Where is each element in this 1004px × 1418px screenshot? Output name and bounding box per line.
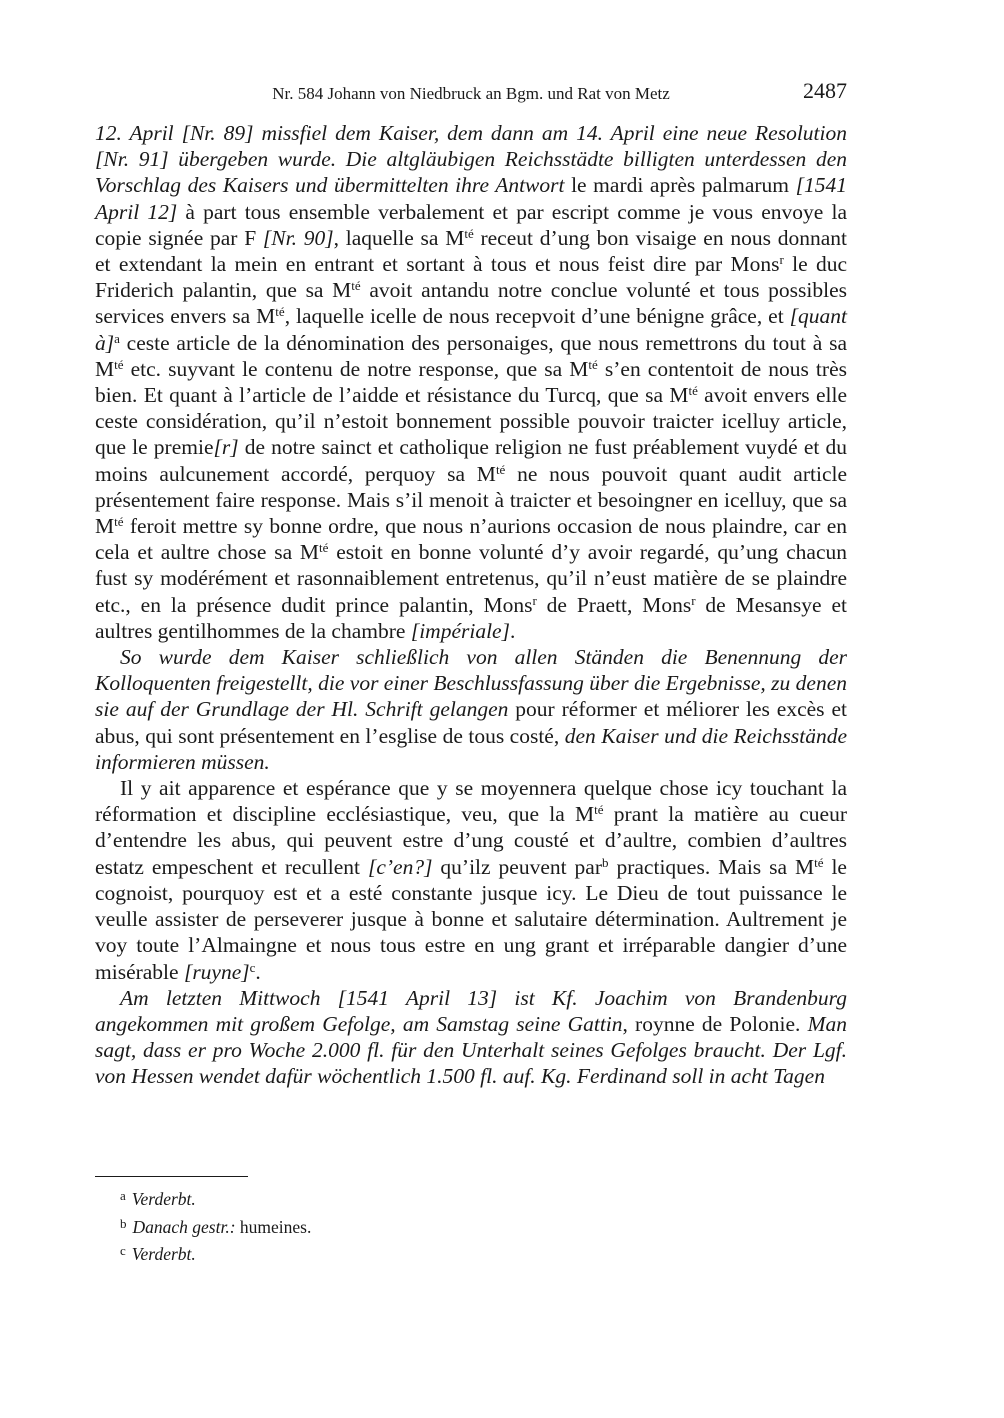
summary-text: Man sagt, dass er pro Woche 2.000 fl. für den Unterhalt seines Gefolges braucht. Der Lgf. von Hessen wendet dafür wöchentlich 1.500 fl. auf. Kg. Ferdinand soll in acht Tagen: [95, 1011, 847, 1089]
source-text: de notre sainct et catholique religion ne fust préablement vuydé et du moins aulcunement accordé, perquoy sa M: [95, 435, 847, 486]
footnote-b: [120, 1212, 820, 1240]
source-text: feroit mettre sy bonne ordre, que nous n’aurions occasion de nous plaindre, car en cela et aultre chose sa M: [95, 514, 847, 565]
superscript: r: [691, 592, 696, 608]
summary-text: 12. April [Nr. 89] missfiel dem Kaiser, dem dann am 14. April eine neue Resolution [Nr. 91] übergeben wurde. Die altgläubigen Reichsstädte billigten unterdessen den Vorschlag des Kaisers und übermittelten ihre Antwort: [95, 121, 847, 198]
editorial-insertion: [ruyne]: [183, 959, 250, 984]
running-title: Nr. 584 Johann von Niedbruck an Bgm. und Rat von Metz: [272, 84, 670, 103]
superscript: té: [464, 225, 474, 241]
superscript: té: [319, 540, 329, 556]
footnote-italic: Verderbt.: [131, 1244, 196, 1264]
superscript: té: [688, 383, 698, 399]
editorial-insertion: [r]: [213, 435, 239, 460]
superscript: té: [351, 278, 361, 294]
superscript: té: [275, 304, 285, 320]
paragraph-1: [95, 120, 847, 644]
footnote-ref-c[interactable]: c: [249, 959, 256, 975]
source-text: le mardi après palmarum: [564, 173, 796, 198]
source-text: etc. suyvant le contenu de notre response, que sa M: [123, 356, 589, 381]
paragraph-4: [95, 985, 847, 1090]
source-text: de Mesansye et aultres gentilhommes de la chambre: [95, 592, 847, 643]
source-text: pour réformer et méliorer les excès et abus, qui sont présentement en l’esglise de tous costé,: [95, 697, 847, 748]
page-header: [95, 78, 847, 108]
source-text: avoit antandu notre conclue volunté et tous possibles services envers sa M: [95, 278, 848, 329]
footnote-italic: Verderbt.: [131, 1189, 196, 1209]
paragraph-3: [95, 775, 847, 985]
page-number: 2487: [803, 78, 847, 103]
source-text: Il y ait apparence et espérance que y se moyennera quelque chose icy touchant la réformation et discipline ecclésiastique, veu, que la M: [95, 776, 847, 827]
superscript: té: [495, 461, 506, 477]
editorial-insertion: [impériale]: [410, 618, 510, 643]
source-text: .: [255, 959, 261, 984]
reference-annotation: [Nr. 90]: [262, 225, 334, 250]
main-text: [95, 120, 847, 1090]
source-text: le duc Friderich palantin, que sa M: [95, 252, 848, 303]
source-text: , laquelle icelle de nous recepvoit d’une bénigne grâce, et: [284, 304, 790, 329]
source-text: de Praett, Mons: [536, 592, 692, 617]
superscript: té: [594, 802, 604, 818]
footnotes: [120, 1184, 820, 1267]
source-text: avoit envers elle ceste considération, qu’il n’estoit bonnement possible pouvoir traicter icelluy article, que le premie: [95, 383, 847, 460]
editorial-insertion: [c’en?]: [367, 854, 433, 879]
source-text: practiques. Mais sa M: [608, 854, 815, 879]
source-text: à part tous ensemble verbalement et par escript comme je vous envoye la copie signée par F: [95, 199, 847, 250]
footnote-mark: a: [120, 1188, 126, 1203]
superscript: té: [114, 514, 124, 530]
source-text: ne nous pouvoit quant audit article présentement faire response. Mais s’il menoit à traicter et besoingner en icelluy, que sa M: [95, 461, 848, 539]
source-text: ceste article de la dénomination des personaiges, que nous remettrons du tout à sa M: [95, 330, 847, 381]
editorial-insertion: [quant à]: [95, 304, 848, 355]
footnote-mark: b: [120, 1215, 127, 1231]
footnote-mark: c: [120, 1243, 126, 1258]
source-text: qu’ilz peuvent par: [432, 854, 603, 879]
footnote-ref-a[interactable]: a: [114, 330, 120, 346]
paragraph-2: [95, 644, 847, 775]
footnote-c: [120, 1239, 820, 1267]
source-text: .: [509, 618, 516, 643]
superscript: té: [814, 854, 824, 870]
source-text: , roynne de Polonie.: [622, 1011, 808, 1036]
source-text: estoit en bonne volunté d’y avoir regardé, qu’ung chacun fust sy modérément et rasonnaiblement entretenus, qu’il n’eust matière de se plaindre etc., en la présence dudit prince palantin, Mons: [95, 540, 847, 617]
date-annotation: [1541 April 12]: [95, 173, 847, 224]
summary-text: So wurde dem Kaiser schließlich von allen Ständen die Benennung der Kolloquenten freigestellt, die vor einer Beschlussfassung über die Ergebnisse, zu denen sie auf der Grundlage der Hl. Schrift gelangen: [95, 645, 847, 722]
footnote-italic: Danach gestr.:: [132, 1216, 236, 1237]
source-text: prant la matière au cueur d’entendre les abus, qui peuvent estre d’ung cousté et d’aultre, combien d’aultres estatz empeschent et recullent: [95, 802, 847, 879]
footnote-a: [120, 1184, 820, 1212]
superscript: r: [779, 252, 784, 268]
footnote-text: humeines.: [235, 1216, 312, 1237]
superscript: té: [588, 356, 598, 372]
footnote-separator: [95, 1176, 248, 1177]
summary-text: Am letzten Mittwoch [1541 April 13] ist Kf. Joachim von Brandenburg angekommen mit großem Gefolge, am Samstag seine Gattin: [95, 985, 847, 1036]
source-text: , laquelle sa M: [333, 225, 465, 250]
source-text: receut d’ung bon visaige en nous donnant et extendant la mein en entrant et sortant à tous et nous feist dire par Mons: [95, 225, 847, 277]
superscript: r: [532, 592, 537, 608]
source-text: s’en contentoit de nous très bien. Et quant à l’article de l’aidde et résistance du Turcq, que sa M: [95, 356, 847, 408]
superscript: té: [114, 356, 124, 372]
footnote-ref-b[interactable]: b: [602, 854, 609, 870]
summary-text: den Kaiser und die Reichsstände informieren müssen.: [95, 723, 848, 774]
source-text: le cognoist, pourquoy est et a esté constante jusque icy. Le Dieu de tout puissance le veulle assister de perseverer jusque à bonne et salutaire détermination. Aultrement je voy toute l’Almaingne et nous tous estre en ung grant et irréparable dangier d’une misérable: [95, 854, 847, 984]
